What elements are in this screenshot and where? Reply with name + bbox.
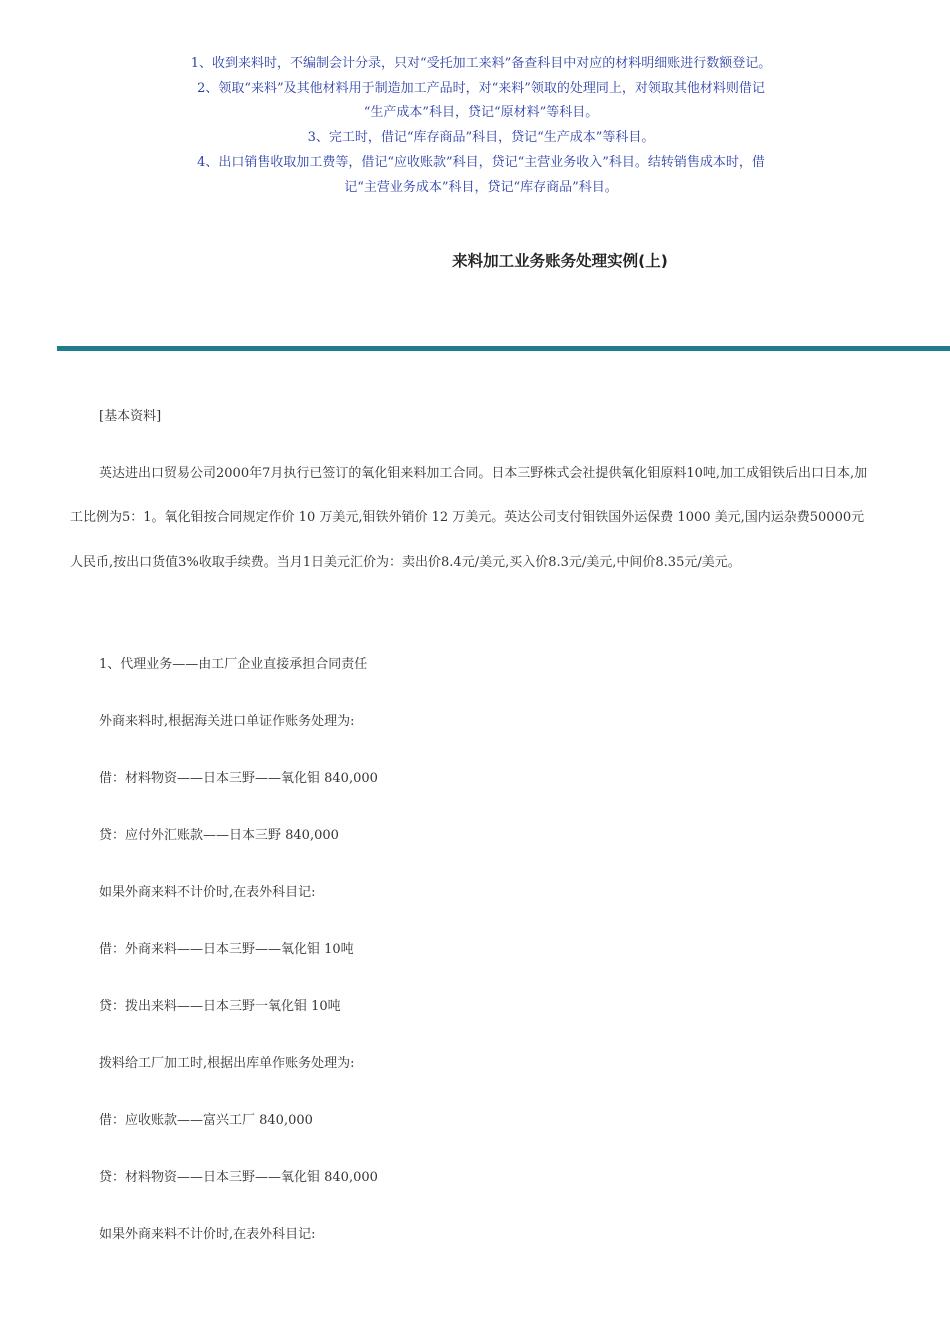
text-line: 如果外商来料不计价时,在表外科目记:	[99, 885, 316, 900]
heading-agency-business: 1、代理业务——由工厂企业直接承担合同责任	[99, 657, 368, 672]
text-line: 外商来料时,根据海关进口单证作账务处理为:	[99, 714, 355, 729]
journal-entry-credit: 贷：拨出来料——日本三野一氧化钼 10吨	[99, 999, 341, 1014]
note-2-line-2: “生产成本”科目，贷记“原材料”等科目。	[363, 105, 599, 121]
journal-entry-credit: 贷：材料物资——日本三野——氧化钼 840,000	[99, 1170, 378, 1185]
note-3: 3、完工时，借记“库存商品”科目，贷记“生产成本”等科目。	[307, 130, 655, 146]
note-1: 1、收到来料时，不编制会计分录，只对“受托加工来料”备查科目中对应的材料明细账进行数额登记。	[190, 56, 772, 71]
section-divider	[57, 346, 950, 351]
journal-entry-debit: 借：应收账款——富兴工厂 840,000	[99, 1113, 313, 1128]
journal-entry-credit: 贷：应付外汇账款——日本三野 840,000	[99, 828, 339, 843]
intro-paragraph: 英达进出口贸易公司2000年7月执行已签订的氧化钼来料加工合同。日本三野株式会社提供氧化钼原料10吨,加工成钼铁后出口日本,加工比例为5：1。氧化钼按合同规定作价 10 万美元,钼铁外销价 12 万美元。英达公司支付钼铁国外运保费 1000 美元,国内运杂费50000元人民币,按出口货值3%收取手续费。当月1日美元汇价为：卖出价8.4元/美元,买入价8.3元/美元,中间价8.35元/美元。	[70, 466, 868, 570]
note-4-line-2: 记“主营业务成本”科目，贷记“库存商品”科目。	[344, 179, 618, 195]
note-2-line-1: 2、领取“来料”及其他材料用于制造加工产品时，对“来料”领取的处理同上，对领取其他材料则借记	[197, 80, 765, 96]
note-4-line-1: 4、出口销售收取加工费等，借记“应收账款”科目，贷记“主营业务收入”科目。结转销售成本时，借	[197, 154, 765, 170]
journal-entry-debit: 借：外商来料——日本三野——氧化钼 10吨	[99, 942, 354, 957]
text-line: 如果外商来料不计价时,在表外科目记:	[99, 1227, 316, 1242]
accounting-notes	[160, 52, 802, 200]
section-label: [基本资料]	[99, 409, 162, 424]
text-line: 拨料给工厂加工时,根据出库单作账务处理为:	[99, 1056, 355, 1071]
journal-entry-debit: 借：材料物资——日本三野——氧化钼 840,000	[99, 771, 378, 786]
article-title: 来料加工业务账务处理实例(上)	[452, 252, 668, 270]
